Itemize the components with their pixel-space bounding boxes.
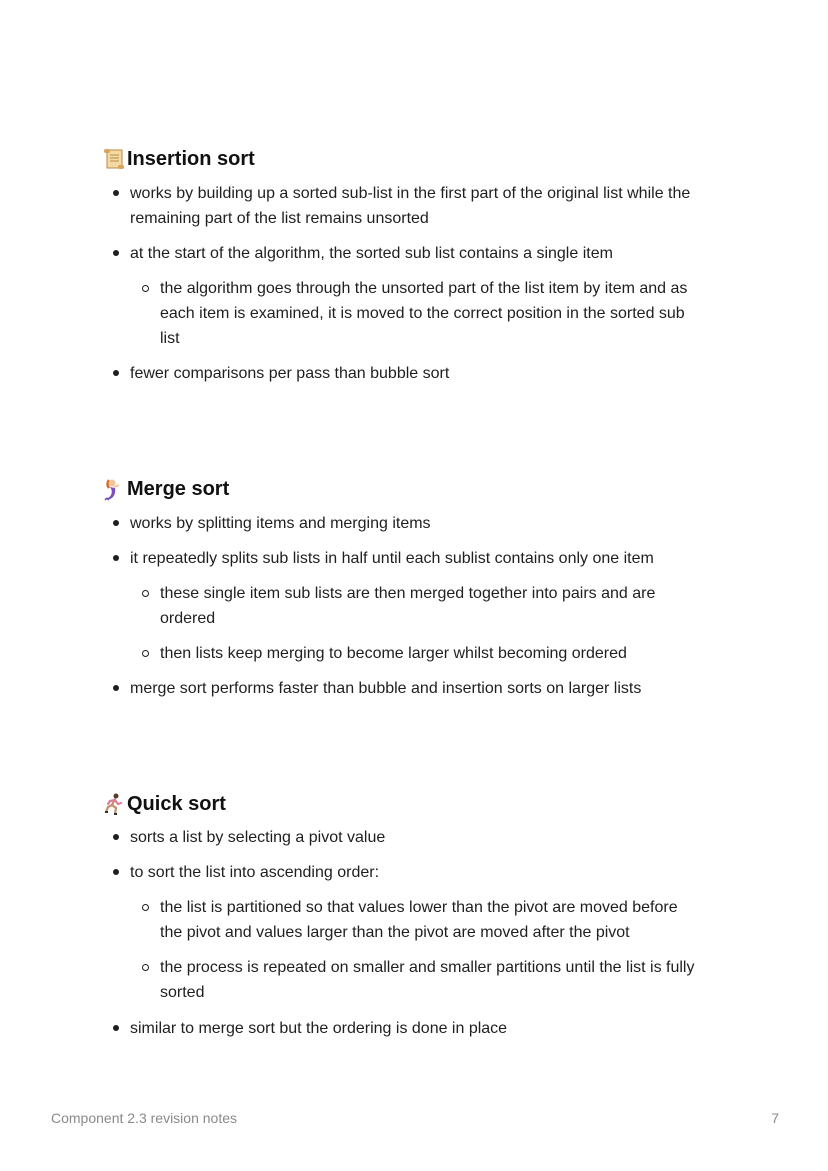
sub-bullet-icon bbox=[142, 590, 149, 597]
bullet-icon bbox=[113, 520, 119, 526]
list-item: these single item sub lists are then merged together into pairs and are ordered bbox=[160, 585, 656, 627]
sub-bullet-icon bbox=[142, 650, 149, 657]
mermaid-icon bbox=[102, 477, 126, 501]
list-item: merge sort performs faster than bubble and insertion sorts on larger lists bbox=[130, 680, 642, 697]
list-item: works by splitting items and merging items bbox=[130, 515, 431, 532]
section-title: Merge sort bbox=[127, 477, 230, 500]
bullet-icon bbox=[113, 1025, 119, 1031]
list-item: the algorithm goes through the unsorted part of the list item by item and as each item is examined, it is moved to the correct position in the sorted sub list bbox=[160, 280, 688, 347]
list-item: it repeatedly splits sub lists in half until each sublist contains only one item bbox=[130, 550, 654, 567]
list-item: works by building up a sorted sub-list in the first part of the original list while the remaining part of the list remains unsorted bbox=[130, 185, 691, 227]
sub-bullet-icon bbox=[142, 285, 149, 292]
section-heading bbox=[102, 790, 226, 818]
list-item: to sort the list into ascending order: bbox=[130, 864, 380, 881]
bullet-icon bbox=[113, 869, 119, 875]
list-item: similar to merge sort but the ordering is done in place bbox=[130, 1020, 508, 1037]
sub-bullet-icon bbox=[142, 964, 149, 971]
running-person-icon bbox=[102, 792, 126, 816]
list-item: fewer comparisons per pass than bubble sort bbox=[130, 365, 450, 382]
section-heading bbox=[102, 145, 255, 173]
section-heading bbox=[102, 475, 229, 503]
page-number: 7 bbox=[771, 1110, 779, 1126]
sub-bullet-icon bbox=[142, 904, 149, 911]
bullet-icon bbox=[113, 685, 119, 691]
scroll-icon bbox=[102, 147, 126, 171]
bullet-icon bbox=[113, 250, 119, 256]
list-item: the list is partitioned so that values lower than the pivot are moved before the pivot and values larger than the pivot are moved after the pivot bbox=[160, 899, 678, 941]
list-item: at the start of the algorithm, the sorted sub list contains a single item bbox=[130, 245, 613, 262]
footer-title: Component 2.3 revision notes bbox=[51, 1110, 237, 1126]
section-title: Insertion sort bbox=[127, 147, 255, 170]
bullet-icon bbox=[113, 370, 119, 376]
list-item: then lists keep merging to become larger whilst becoming ordered bbox=[160, 645, 627, 662]
bullet-icon bbox=[113, 190, 119, 196]
section-title: Quick sort bbox=[127, 792, 226, 815]
list-item: the process is repeated on smaller and smaller partitions until the list is fully sorted bbox=[160, 959, 695, 1001]
list-item: sorts a list by selecting a pivot value bbox=[130, 829, 386, 846]
bullet-icon bbox=[113, 555, 119, 561]
bullet-icon bbox=[113, 834, 119, 840]
